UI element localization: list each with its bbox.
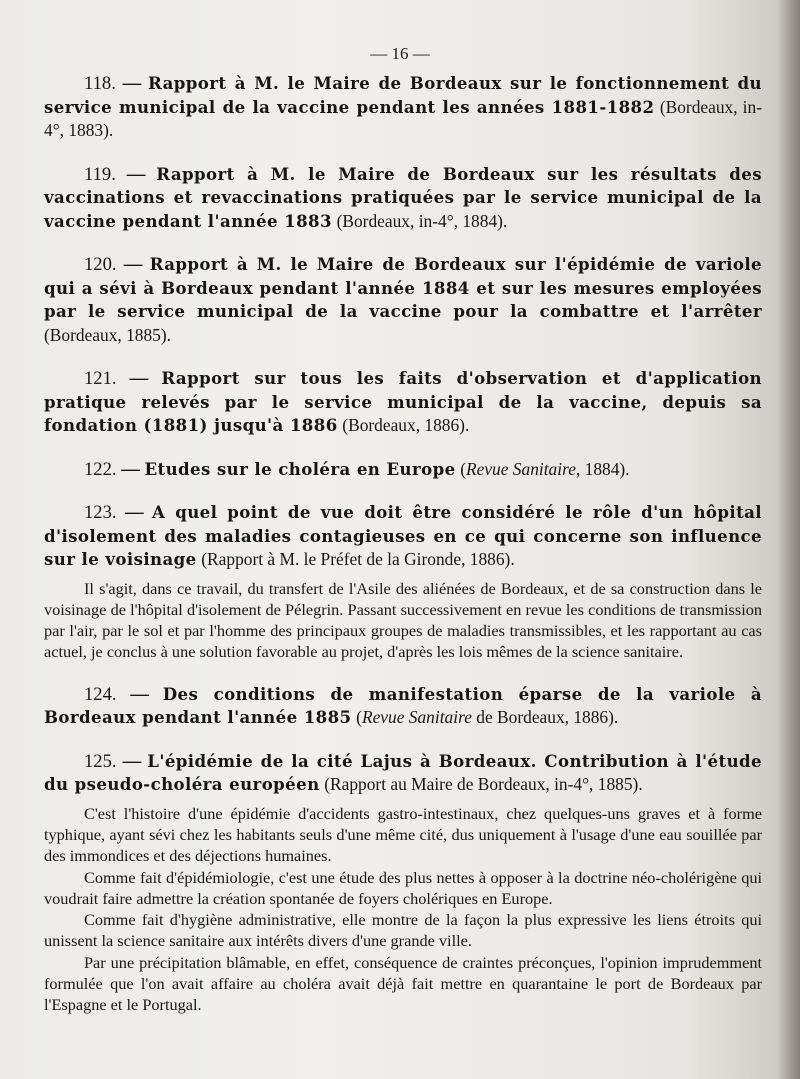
entry-number: 122. — [84, 458, 117, 480]
entry-heading — [44, 367, 762, 438]
entry-title: Etudes sur le choléra en Europe — [144, 458, 456, 479]
entry-number: 125. — [84, 750, 117, 772]
entry-heading — [44, 163, 762, 234]
entry-paragraph: Il s'agit, dans ce travail, du transfert de l'Asile des aliénées de Bordeaux, et de sa construction dans le voisinage de l'hôpital d'isolement de Pélegrin. Passant successivement en revue les conditions de transmission par l'air, par le sol et par l'homme des principaux groupes de maladies transmissibles, et les rapportant au cas actuel, je conclus à une solution favorable au projet, d'après les lois mêmes de la science sanitaire. — [44, 578, 762, 662]
entry-citation: (Bordeaux, 1885). — [44, 324, 172, 345]
entry-heading — [44, 72, 762, 143]
entry-heading — [44, 253, 762, 347]
entry-dash: — — [121, 458, 140, 480]
entry-heading — [44, 750, 762, 797]
entry-number: 119. — [84, 163, 116, 185]
entry-number: 123. — [84, 502, 117, 523]
entry-paragraph: Comme fait d'hygiène administrative, elle montre de la façon la plus expressive les liens étroits qui unissent la science sanitaire aux intérêts divers d'une grande ville. — [44, 910, 762, 951]
entry-123 — [44, 501, 762, 663]
entry-dash: — — [129, 368, 149, 389]
entry-title: Rapport sur tous les faits d'observation et d'application pratique relevés par le service municipal de la vaccine, depuis sa fondation (1881) jusqu'à 1886 — [44, 368, 762, 435]
bibliography-list — [44, 72, 762, 1036]
entry-title: L'épidémie de la cité Lajus à Bordeaux. Contribution à l'étude du pseudo-choléra européen — [44, 750, 762, 795]
entry-heading — [44, 458, 762, 482]
entry-citation: (Bordeaux, in-4°, 1883). — [44, 96, 762, 140]
entry-heading — [44, 683, 762, 730]
entry-dash: — — [123, 254, 143, 275]
entry-121 — [44, 367, 762, 438]
entry-dash: — — [126, 163, 146, 185]
journal-name: Revue Sanitaire — [361, 707, 472, 728]
entry-title: Des conditions de manifestation éparse de la variole à Bordeaux pendant l'année 1885 — [44, 683, 762, 728]
page-number: — 16 — — [370, 44, 430, 63]
book-spine-shadow — [778, 0, 800, 1079]
entry-paragraph: Par une précipitation blâmable, en effet, conséquence de craintes préconçues, l'opinion imprudemment formulée que l'on avait affaire au choléra avait déjà fait mettre en quarantaine le port de Bordeaux par l'Espagne et le Portugal. — [44, 952, 762, 1015]
entry-title: Rapport à M. le Maire de Bordeaux sur le fonctionnement du service municipal de la vaccine pendant les années 1881-1882 — [44, 73, 762, 117]
entry-title: Rapport à M. le Maire de Bordeaux sur l'épidémie de variole qui a sévi à Bordeaux pendant l'année 1884 et sur les mesures employées par le service municipal de la vaccine pour la combattre et l'arrêter — [44, 254, 762, 321]
entry-citation: (Rapport à M. le Préfet de la Gironde, 1886). — [201, 549, 515, 569]
entry-number: 124. — [84, 683, 117, 705]
entry-number: 121. — [84, 368, 117, 389]
entry-118 — [44, 72, 762, 143]
entry-paragraph: Comme fait d'épidémiologie, c'est une étude des plus nettes à opposer à la doctrine néo-cholérigène qui voudrait faire admettre la création spontanée de foyers cholériques en Europe. — [44, 867, 762, 908]
entry-citation: (Rapport au Maire de Bordeaux, in-4°, 1885). — [324, 774, 643, 795]
entry-dash: — — [122, 750, 142, 772]
entry-paragraph: C'est l'histoire d'une épidémie d'accidents gastro-intestinaux, chez quelques-uns graves et à forme typhique, ayant sévi chez les habitants seuls d'une même cité, dus uniquement à l'usage d'une eau souillée par des immondices et des déjections humaines. — [44, 803, 762, 866]
entry-124 — [44, 683, 762, 730]
entry-120 — [44, 253, 762, 347]
entry-title: A quel point de vue doit être considéré le rôle d'un hôpital d'isolement des maladies contagieuses en ce qui concerne son influence sur le voisinage — [44, 502, 763, 569]
entry-citation: (Bordeaux, in-4°, 1884). — [336, 210, 508, 231]
entry-citation: (Revue Sanitaire de Bordeaux, 1886). — [356, 707, 619, 728]
entry-dash: — — [122, 73, 142, 94]
entry-dash: — — [130, 683, 149, 705]
entry-number: 118. — [84, 73, 116, 94]
journal-name: Revue Sanitaire — [465, 458, 576, 479]
entry-citation: (Bordeaux, 1886). — [342, 415, 470, 435]
entry-heading — [44, 501, 762, 572]
entry-citation: (Revue Sanitaire, 1884). — [460, 458, 630, 479]
entry-number: 120. — [84, 254, 117, 275]
entry-title: Rapport à M. le Maire de Bordeaux sur les résultats des vaccinations et revaccinations pratiquées par le service municipal de la vaccine pendant l'année 1883 — [44, 163, 762, 231]
entry-122 — [44, 458, 762, 482]
entry-125 — [44, 750, 762, 1016]
entry-119 — [44, 163, 762, 234]
entry-dash: — — [124, 502, 144, 523]
